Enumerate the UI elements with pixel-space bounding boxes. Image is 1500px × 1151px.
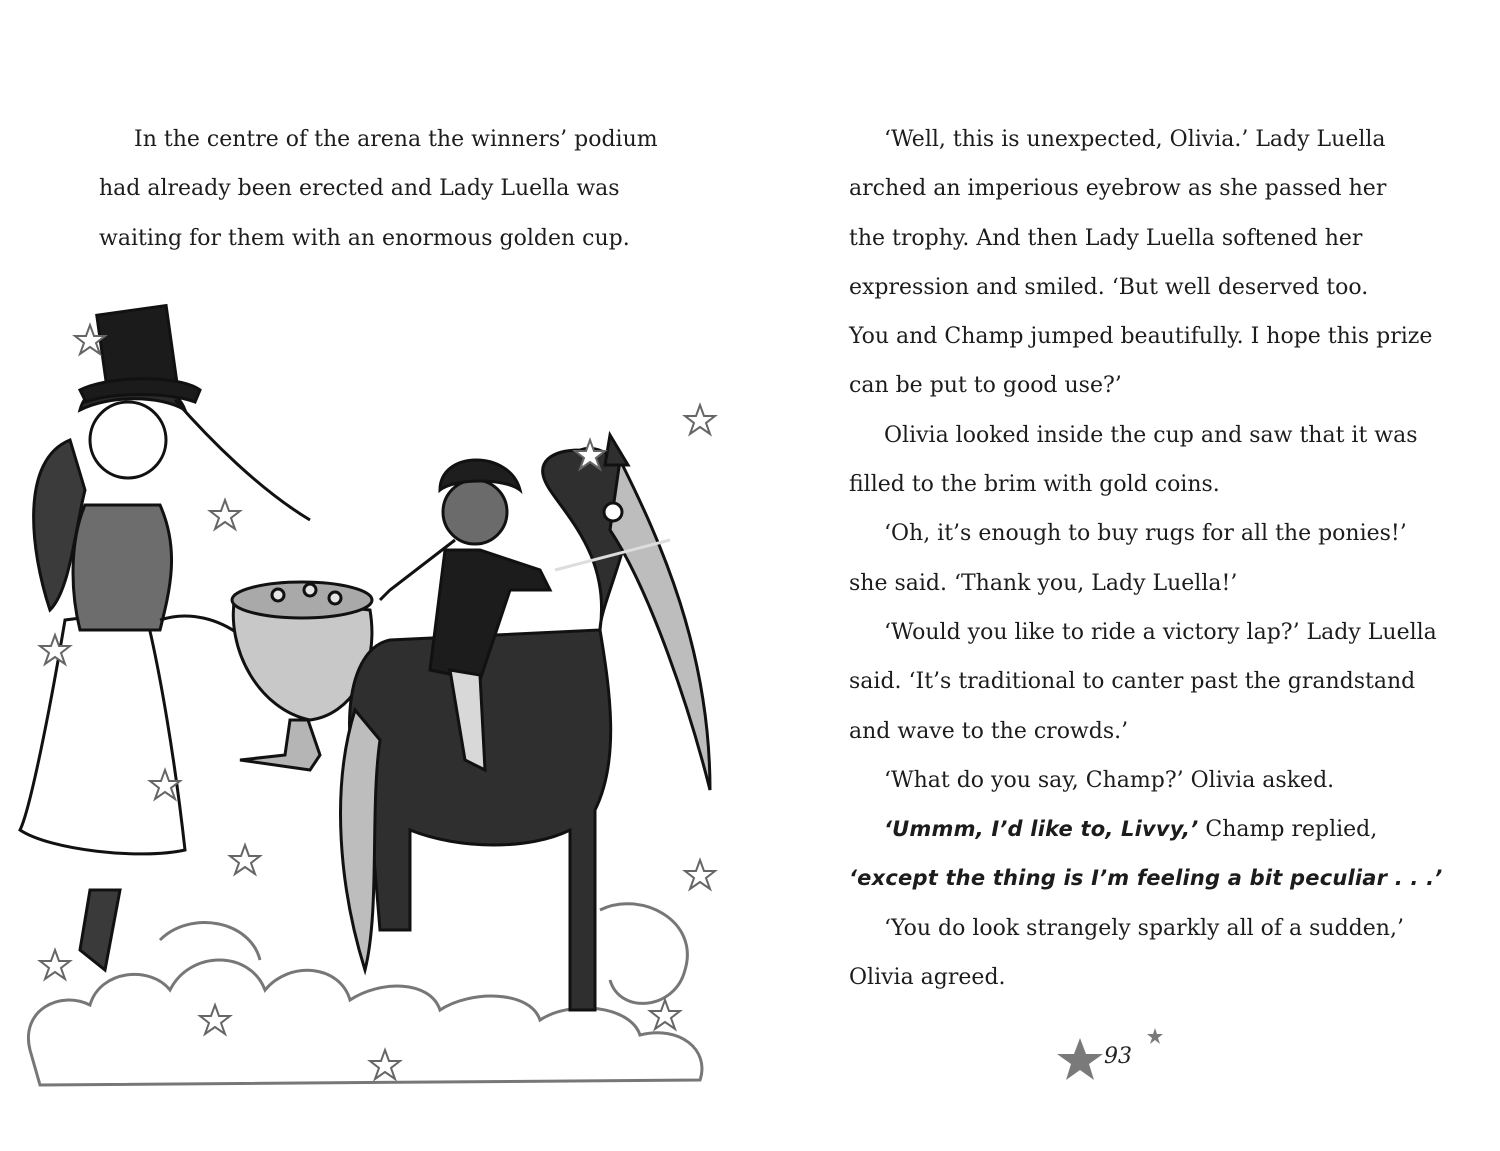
text-line: ‘Would you like to ride a victory lap?’ Lady Luella (884, 619, 1437, 645)
text-line: expression and smiled. ‘But well deserved too. (849, 274, 1369, 300)
text-line: ‘Oh, it’s enough to buy rugs for all the ponies!’ (884, 521, 1407, 547)
text-line: Olivia agreed. (849, 965, 1006, 991)
text-line: she said. ‘Thank you, Lady Luella!’ (849, 570, 1238, 596)
text-line: filled to the brim with gold coins. (849, 472, 1220, 498)
text-line: You and Champ jumped beautifully. I hope this prize (849, 324, 1433, 350)
text-line: said. ‘It’s traditional to canter past the grandstand (849, 669, 1416, 695)
text-line: had already been erected and Lady Luella was (99, 176, 620, 202)
star-icon (210, 500, 240, 529)
text-line: waiting for them with an enormous golden cup. (99, 225, 630, 251)
text-line: ‘You do look strangely sparkly all of a sudden,’ (884, 915, 1404, 941)
star-icon (1147, 1028, 1163, 1044)
champ-speech-continued: ‘except the thing is I’m feeling a bit peculiar . . .’ (849, 866, 1443, 891)
text-line: Olivia looked inside the cup and saw that it was (884, 422, 1418, 448)
right-page-text (849, 115, 1442, 1002)
left-paragraph (99, 115, 658, 263)
text-line: In the centre of the arena the winners’ podium (134, 127, 658, 152)
champ-horse (341, 435, 710, 1010)
speech-attribution: Champ replied, (1198, 817, 1378, 843)
text-line: arched an imperious eyebrow as she passed her (849, 176, 1387, 202)
illustration-lady-luella-olivia-champ (10, 290, 730, 1090)
star-icon (685, 405, 715, 434)
star-icon (40, 950, 70, 979)
star-icon (685, 860, 715, 889)
star-icon (230, 845, 260, 874)
page-number: 93 (1104, 1044, 1132, 1069)
text-line: the trophy. And then Lady Luella softened her (849, 225, 1363, 251)
text-line-mixed (849, 805, 1442, 854)
star-icon (650, 1000, 680, 1029)
text-line: ‘Well, this is unexpected, Olivia.’ Lady Luella (884, 127, 1386, 152)
text-line: can be put to good use?’ (849, 373, 1122, 399)
text-line: ‘What do you say, Champ?’ Olivia asked. (884, 767, 1335, 793)
text-line: and wave to the crowds.’ (849, 718, 1129, 744)
champ-speech: ‘Ummm, I’d like to, Livvy,’ (884, 817, 1199, 842)
star-icon (1057, 1038, 1103, 1080)
